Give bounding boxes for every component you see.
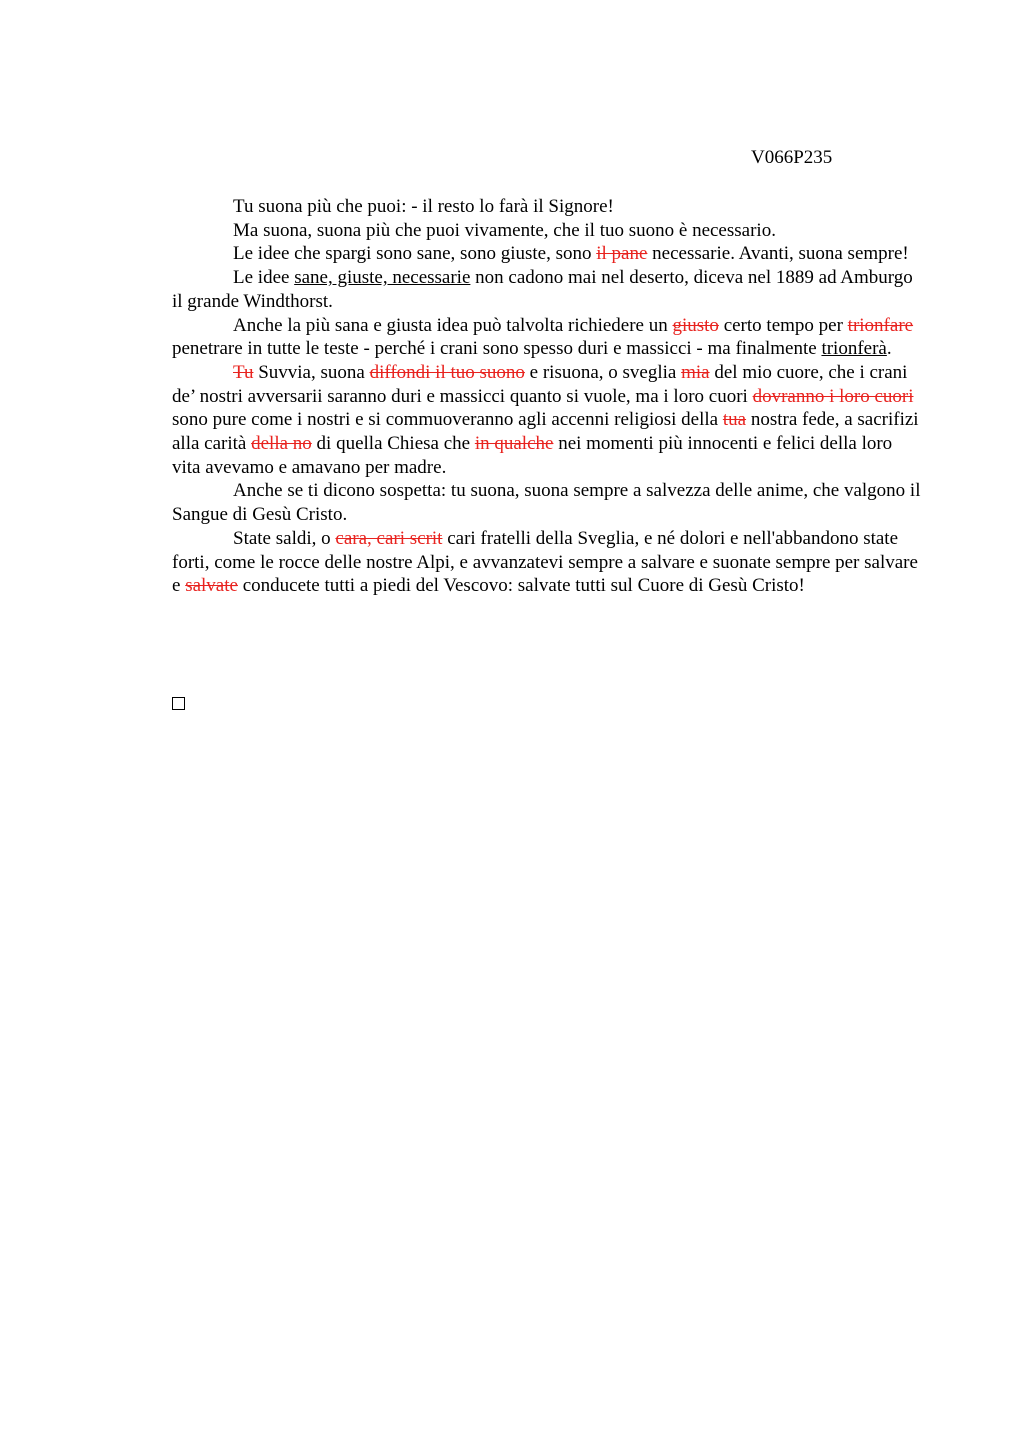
deleted-text: della no <box>251 433 312 455</box>
text-segment: Le idee <box>233 267 295 289</box>
paragraph <box>172 479 924 526</box>
paragraph <box>172 242 924 266</box>
underlined-text: sane, giuste, necessarie <box>294 267 471 289</box>
text-segment: certo tempo per <box>718 314 848 336</box>
deleted-text: il pane <box>596 243 648 265</box>
deleted-text: in qualche <box>474 433 554 455</box>
text-segment: del mio cuore, che i crani de’ nostri avversarii saranno duri e massicci quanto si vuole, ma i loro cuori <box>172 361 908 407</box>
deleted-text: salvate <box>185 575 238 597</box>
deleted-text: tua <box>722 409 747 431</box>
text-segment: Suvvia, suona <box>253 361 370 383</box>
paragraph <box>172 314 924 361</box>
document-body <box>172 195 924 598</box>
text-segment: Tu suona più che puoi: - il resto lo farà il Signore! <box>233 196 614 217</box>
deleted-text: cara, cari scrit <box>335 527 443 549</box>
underlined-text: trionferà <box>821 338 887 360</box>
empty-square-icon <box>172 697 185 710</box>
text-segment: nostra fede, a sacrifizi alla carità <box>172 409 919 455</box>
paragraph <box>172 361 924 480</box>
paragraph <box>172 527 924 598</box>
text-segment: State saldi, o <box>233 527 336 549</box>
deleted-text: Tu <box>233 361 254 383</box>
text-segment: Anche la più sana e giusta idea può talvolta richiedere un <box>233 314 673 336</box>
text-segment: cari fratelli della Sveglia, e né dolori e nell'abbandono state forti, come le rocce delle nostre Alpi, e avvanzatevi sempre a salvare e suonate sempre per salvare e <box>172 527 918 597</box>
text-segment: conducete tutti a piedi del Vescovo: salvate tutti sul Cuore di Gesù Cristo! <box>237 575 805 597</box>
paragraph <box>172 266 924 313</box>
page-identifier: V066P235 <box>751 147 833 168</box>
deleted-text: diffondi il tuo suono <box>369 361 525 383</box>
text-segment: . <box>886 338 892 360</box>
deleted-text: giusto <box>672 314 719 336</box>
text-segment: necessarie. Avanti, suona sempre! <box>647 243 909 265</box>
paragraph <box>172 195 924 219</box>
text-segment: nei momenti più innocenti e felici della loro vita avevamo e amavano per madre. <box>172 433 893 478</box>
text-segment: e risuona, o sveglia <box>524 361 682 383</box>
deleted-text: dovranno i loro cuori <box>752 385 914 407</box>
paragraph <box>172 219 924 243</box>
deleted-text: trionfare <box>847 314 914 336</box>
text-segment: sono pure come i nostri e si commuoveranno agli accenni religiosi della <box>172 409 723 431</box>
text-segment: non cadono mai nel deserto, diceva nel 1889 ad Amburgo il grande Windthorst. <box>172 267 913 312</box>
text-segment: di quella Chiesa che <box>311 433 475 455</box>
deleted-text: mia <box>681 361 710 383</box>
text-segment: Anche se ti dicono sospetta: tu suona, suona sempre a salvezza delle anime, che valgono il Sangue di Gesù Cristo. <box>172 480 921 526</box>
text-segment: Le idee che spargi sono sane, sono giuste, sono <box>233 243 597 265</box>
text-segment: penetrare in tutte le teste - perché i crani sono spesso duri e massicci - ma finalmente <box>172 338 822 360</box>
text-segment: Ma suona, suona più che puoi vivamente, che il tuo suono è necessario. <box>233 219 776 241</box>
